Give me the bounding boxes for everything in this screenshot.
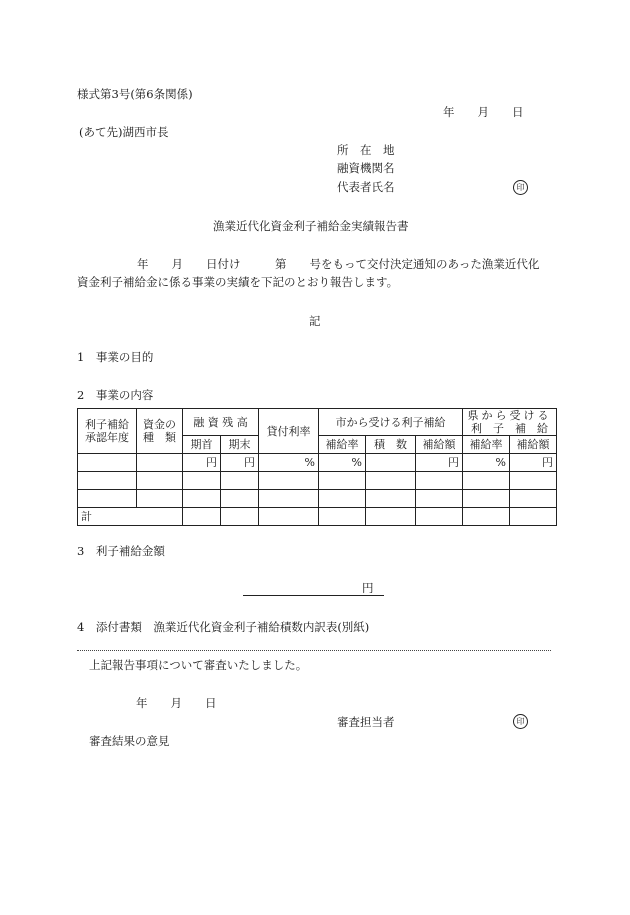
header-city-rate: 補給率	[319, 436, 366, 454]
header-pref-rate: 補給率	[463, 436, 510, 454]
form-number: 様式第3号(第6条関係)	[77, 87, 193, 101]
unit-label: 円	[221, 454, 259, 472]
header-balance-begin: 期首	[183, 436, 221, 454]
unit-label: 円	[416, 454, 463, 472]
header-approval-year: 利子補給 承認年度	[78, 409, 137, 454]
section-2-heading: 2 事業の内容	[77, 388, 154, 402]
header-pref-amount: 補給額	[510, 436, 557, 454]
header-city-count: 積 数	[366, 436, 416, 454]
header-balance-end: 期末	[221, 436, 259, 454]
institution-label: 融資機関名	[337, 161, 395, 175]
header-loan-balance: 融 資 残 高	[183, 409, 259, 436]
date-line: 年 月 日	[443, 105, 524, 119]
section-3-heading: 3 利子補給金額	[77, 544, 165, 558]
opinion-label: 審査結果の意見	[89, 734, 170, 748]
review-date: 年 月 日	[136, 696, 217, 710]
unit-label: %	[463, 454, 510, 472]
amount-unit: 円	[362, 581, 374, 595]
reviewer-label: 審査担当者	[337, 715, 395, 729]
content-table	[77, 408, 557, 526]
header-lending-rate: 貸付利率	[259, 409, 319, 454]
body-line-1: 年 月 日付け 第 号をもって交付決定通知のあった漁業近代化	[137, 257, 540, 271]
unit-label: %	[259, 454, 319, 472]
unit-label: 円	[510, 454, 557, 472]
ki-label: 記	[309, 314, 321, 328]
body-line-2: 資金利子補給金に係る事業の実績を下記のとおり報告します。	[77, 275, 399, 289]
table-row	[78, 454, 557, 472]
table-row	[78, 490, 557, 508]
header-city-subsidy: 市から受ける利子補給	[319, 409, 463, 436]
section-1-heading: 1 事業の目的	[77, 350, 154, 364]
unit-label: 円	[183, 454, 221, 472]
total-label: 計	[78, 508, 183, 526]
unit-label: %	[319, 454, 366, 472]
table-row	[78, 472, 557, 490]
table-row	[78, 508, 557, 526]
addressee: (あて先)湖西市長	[79, 125, 169, 139]
representative-label: 代表者氏名	[337, 180, 395, 194]
header-fund-type: 資金の 種 類	[137, 409, 183, 454]
document-title: 漁業近代化資金利子補給金実績報告書	[213, 219, 409, 233]
header-pref-subsidy: 県から受ける 利 子 補 給	[463, 409, 557, 436]
seal-icon: 印	[513, 180, 528, 195]
header-city-amount: 補給額	[416, 436, 463, 454]
address-label: 所 在 地	[337, 143, 395, 157]
seal-icon: 印	[513, 714, 528, 729]
review-text: 上記報告事項について審査いたしました。	[89, 658, 308, 672]
section-4-heading: 4 添付書類 漁業近代化資金利子補給積数内訳表(別紙)	[77, 620, 370, 634]
dotted-separator	[77, 650, 551, 651]
